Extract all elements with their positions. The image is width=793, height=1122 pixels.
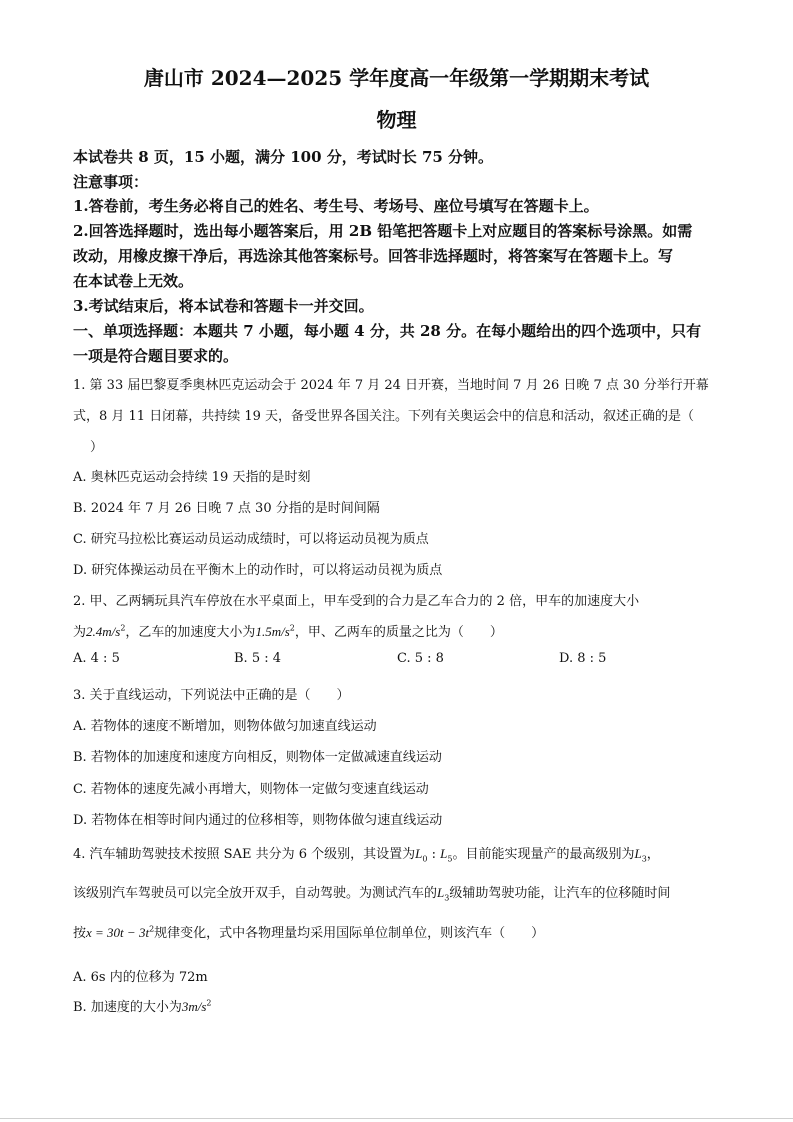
q4-stem-line-3: 按$x = 30t - 3t^2$规律变化，式中各物理量均采用国际单位制单位，则该汽车（ ） <box>73 924 545 941</box>
notice-title: 注意事项： <box>73 173 149 191</box>
subject-title: 物理 <box>376 108 417 132</box>
q3-stem: 3. 关于直线运动，下列说法中正确的是（ ） <box>73 688 350 703</box>
page-title: 唐山市 2024—2025 学年度高一年级第一学期期末考试 <box>143 66 650 90</box>
q1-option-d: D. 研究体操运动员在平衡木上的动作时，可以将运动员视为质点 <box>73 563 443 578</box>
q1-option-b: B. 2024 年 7 月 26 日晚 7 点 30 分指的是时间间隔 <box>73 501 380 516</box>
q2-stem-line-2: 为$2.4m/s^2$，乙车的加速度大小为$1.5m/s^2$，甲、乙两车的质量之比为（ ） <box>73 623 503 640</box>
q3-option-d: D. 若物体在相等时间内通过的位移相等，则物体做匀速直线运动 <box>73 813 443 828</box>
q1-stem-line-2: 式，8 月 11 日闭幕，共持续 19 天，备受世界各国关注。下列有关奥运会中的信息和活动，叙述正确的是（ <box>73 409 695 424</box>
exam-summary: 本试卷共 8 页，15 小题，满分 100 分，考试时长 75 分钟。 <box>73 148 494 166</box>
section-1-heading-line-2: 一项是符合题目要求的。 <box>73 347 239 365</box>
page-bottom-divider <box>0 1118 793 1119</box>
q1-option-a: A. 奥林匹克运动会持续 19 天指的是时刻 <box>73 470 311 485</box>
q1-option-c: C. 研究马拉松比赛运动员运动成绩时，可以将运动员视为质点 <box>73 532 429 547</box>
note-3: 3.考试结束后，将本试卷和答题卡一并交回。 <box>73 297 374 315</box>
q2-option-c: C. 5 : 8 <box>397 651 444 666</box>
note-2-line-2: 改动，用橡皮擦干净后，再选涂其他答案标号。回答非选择题时，将答案写在答题卡上。写 <box>73 247 674 265</box>
q4-option-a: A. 6s 内的位移为 72m <box>73 970 208 985</box>
q4-option-b: B. 加速度的大小为$3m/s^2$ <box>73 998 212 1015</box>
q3-option-b: B. 若物体的加速度和速度方向相反，则物体一定做减速直线运动 <box>73 750 442 765</box>
note-2-line-1: 2.回答选择题时，选出每小题答案后，用 2B 铅笔把答题卡上对应题目的答案标号涂黑。如需 <box>73 222 693 240</box>
accel-2: 1.5m/s <box>255 624 290 639</box>
displacement-formula: x = 30t − 3t <box>86 925 150 940</box>
note-2-line-3: 在本试卷上无效。 <box>73 272 194 290</box>
q3-option-c: C. 若物体的速度先减小再增大，则物体一定做匀变速直线运动 <box>73 782 429 797</box>
note-1: 1.答卷前，考生务必将自己的姓名、考生号、考场号、座位号填写在答题卡上。 <box>73 197 599 215</box>
q4-stem-line-1: 4. 汽车辅助驾驶技术按照 SAE 共分为 6 个级别，其设置为$L_0$ : $L_5$。目前能实现量产的最高级别为$L_3$， <box>73 846 660 864</box>
q2-option-b: B. 5 : 4 <box>234 651 282 666</box>
q2-stem-line-1: 2. 甲、乙两辆玩具汽车停放在水平桌面上，甲车受到的合力是乙车合力的 2 倍，甲车的加速度大小 <box>73 594 640 609</box>
q1-stem-line-1: 1. 第 33 届巴黎夏季奥林匹克运动会于 2024 年 7 月 24 日开赛，当地时间 7 月 26 日晚 7 点 30 分举行开幕 <box>73 378 709 393</box>
q3-option-a: A. 若物体的速度不断增加，则物体做匀加速直线运动 <box>73 719 377 734</box>
accel-1: 2.4m/s <box>86 624 121 639</box>
section-1-heading-line-1: 一、单项选择题：本题共 7 小题，每小题 4 分，共 28 分。在每小题给出的四个选项中，只有 <box>73 322 702 340</box>
q2-option-a: A. 4 : 5 <box>73 651 120 666</box>
q2-option-d: D. 8 : 5 <box>559 651 607 666</box>
q4-stem-line-2: 该级别汽车驾驶员可以完全放开双手，自动驾驶。为测试汽车的$L_3$级辅助驾驶功能，让汽车的位移随时间 <box>73 885 671 903</box>
q1-stem-line-3: ） <box>90 440 104 455</box>
